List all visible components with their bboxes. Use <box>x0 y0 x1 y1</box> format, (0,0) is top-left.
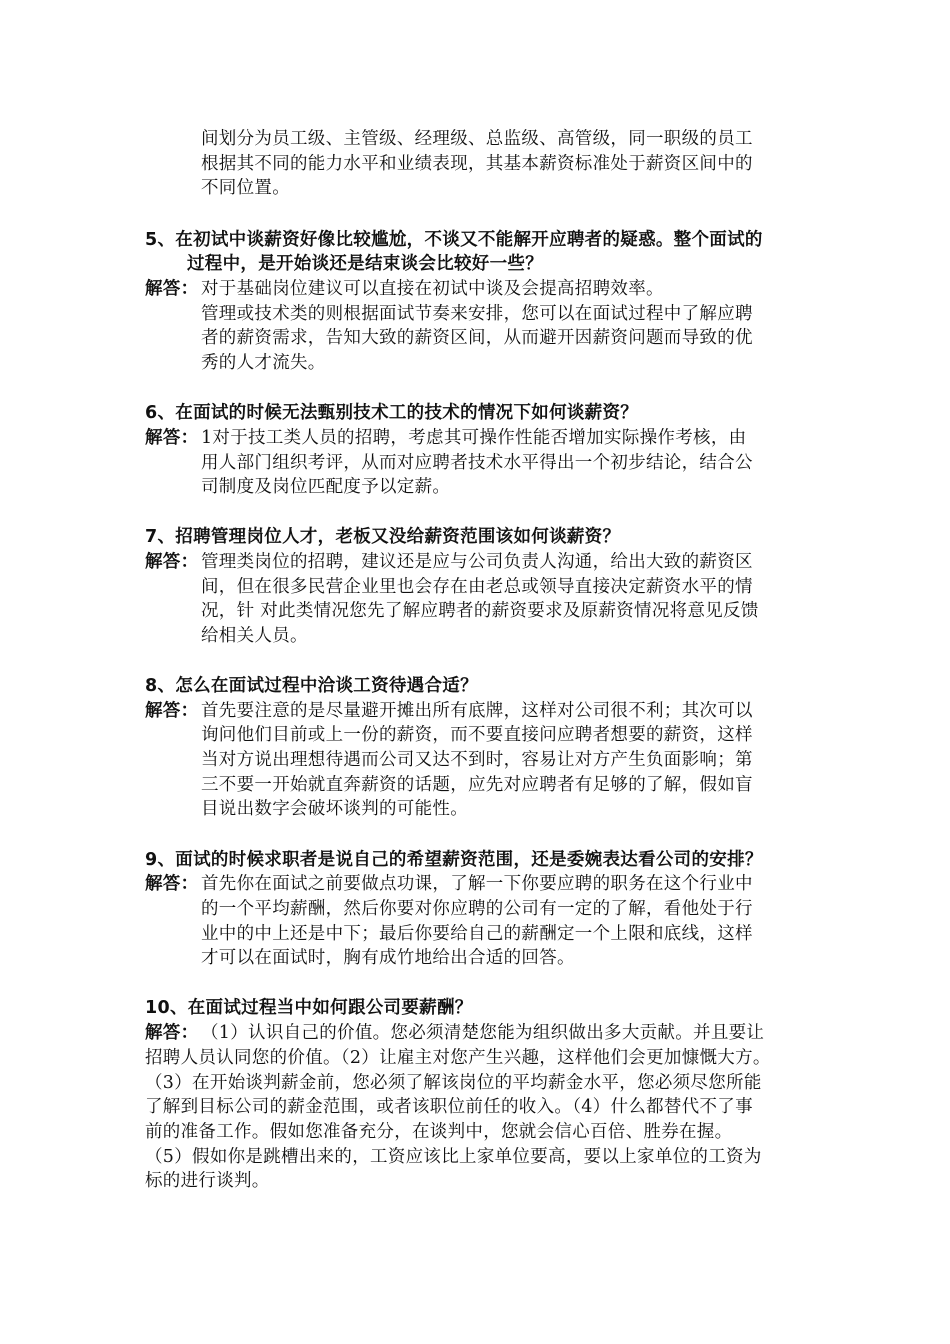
answer-5-line: 对于基础岗位建议可以直接在初试中谈及会提高招聘效率。 <box>201 279 664 299</box>
answer-8-line: 三不要一开始就直奔薪资的话题，应先对应聘者有足够的了解，假如盲 <box>201 775 753 795</box>
question-6-line: 6、在面试的时候无法甄别技术工的技术的情况下如何谈薪资？ <box>145 403 639 423</box>
answer-7-line: 间，但在很多民营企业里也会存在由老总或领导直接决定薪资水平的情 <box>201 577 753 597</box>
answer-10-line: 招聘人员认同您的价值。（2）让雇主对您产生兴趣，这样他们会更加慷慨大方。 <box>145 1048 771 1068</box>
answer-label: 解答： <box>145 701 199 721</box>
question-8-line: 8、怎么在面试过程中洽谈工资待遇合适？ <box>145 676 478 696</box>
intro-line: 间划分为员工级、主管级、经理级、总监级、高管级，同一职级的员工 <box>201 129 753 149</box>
answer-5-line: 管理或技术类的则根据面试节奏来安排，您可以在面试过程中了解应聘 <box>201 304 753 324</box>
answer-7-line: 况，针 对此类情况您先了解应聘者的薪资要求及原薪资情况将意见反馈 <box>201 601 759 621</box>
answer-8-line: 首先要注意的是尽量避开摊出所有底牌，这样对公司很不利；其次可以 <box>201 701 753 721</box>
answer-label: 解答： <box>145 874 199 894</box>
answer-label: 解答： <box>145 428 199 448</box>
intro-line: 根据其不同的能力水平和业绩表现，其基本薪资标准处于薪资区间中的 <box>201 154 753 174</box>
answer-6-line: 司制度及岗位匹配度予以定薪。 <box>201 477 451 497</box>
answer-10-line: 标的进行谈判。 <box>145 1171 270 1191</box>
question-5-line: 5、在初试中谈薪资好像比较尴尬，不谈又不能解开应聘者的疑惑。整个面试的 <box>145 230 763 250</box>
question-10-line: 10、在面试过程当中如何跟公司要薪酬？ <box>145 998 473 1018</box>
answer-5-line: 者的薪资需求，告知大致的薪资区间，从而避开因薪资问题而导致的优 <box>201 328 753 348</box>
question-9-line: 9、面试的时候求职者是说自己的希望薪资范围，还是委婉表达看公司的安排？ <box>145 850 763 870</box>
answer-10-line: 了解到目标公司的薪金范围，或者该职位前任的收入。（4）什么都替代不了事 <box>145 1097 753 1117</box>
intro-line: 不同位置。 <box>201 178 290 198</box>
question-7-line: 7、招聘管理岗位人才，老板又没给薪资范围该如何谈薪资？ <box>145 527 621 547</box>
question-5-line: 过程中，是开始谈还是结束谈会比较好一些？ <box>187 254 543 274</box>
answer-8-line: 询问他们目前或上一份的薪资，而不要直接问应聘者想要的薪资，这样 <box>201 725 753 745</box>
answer-label: 解答： <box>145 279 199 299</box>
answer-8-line: 目说出数字会破坏谈判的可能性。 <box>201 799 468 819</box>
answer-label: 解答： <box>145 1023 199 1043</box>
answer-10-line: （1）认识自己的价值。您必须清楚您能为组织做出多大贡献。并且要让 <box>201 1023 765 1043</box>
answer-9-line: 业中的中上还是中下；最后你要给自己的薪酬定一个上限和底线，这样 <box>201 924 753 944</box>
answer-5-line: 秀的人才流失。 <box>201 353 326 373</box>
answer-9-line: 才可以在面试时，胸有成竹地给出合适的回答。 <box>201 948 575 968</box>
answer-7-line: 给相关人员。 <box>201 626 308 646</box>
answer-10-line: 前的准备工作。假如您准备充分，在谈判中，您就会信心百倍、胜券在握。 <box>145 1122 733 1142</box>
answer-label: 解答： <box>145 552 199 572</box>
answer-8-line: 当对方说出理想待遇而公司又达不到时，容易让对方产生负面影响；第 <box>201 750 753 770</box>
answer-10-line: （3）在开始谈判薪金前，您必须了解该岗位的平均薪金水平，您必须尽您所能 <box>145 1073 762 1093</box>
answer-9-line: 的一个平均薪酬，然后你要对你应聘的公司有一定的了解，看他处于行 <box>201 899 753 919</box>
answer-9-line: 首先你在面试之前要做点功课，了解一下你要应聘的职务在这个行业中 <box>201 874 753 894</box>
answer-6-line: 1对于技工类人员的招聘，考虑其可操作性能否增加实际操作考核，由 <box>201 428 747 448</box>
answer-10-line: （5）假如你是跳槽出来的，工资应该比上家单位要高，要以上家单位的工资为 <box>145 1147 762 1167</box>
answer-7-line: 管理类岗位的招聘，建议还是应与公司负责人沟通，给出大致的薪资区 <box>201 552 753 572</box>
answer-6-line: 用人部门组织考评，从而对应聘者技术水平得出一个初步结论，结合公 <box>201 453 753 473</box>
